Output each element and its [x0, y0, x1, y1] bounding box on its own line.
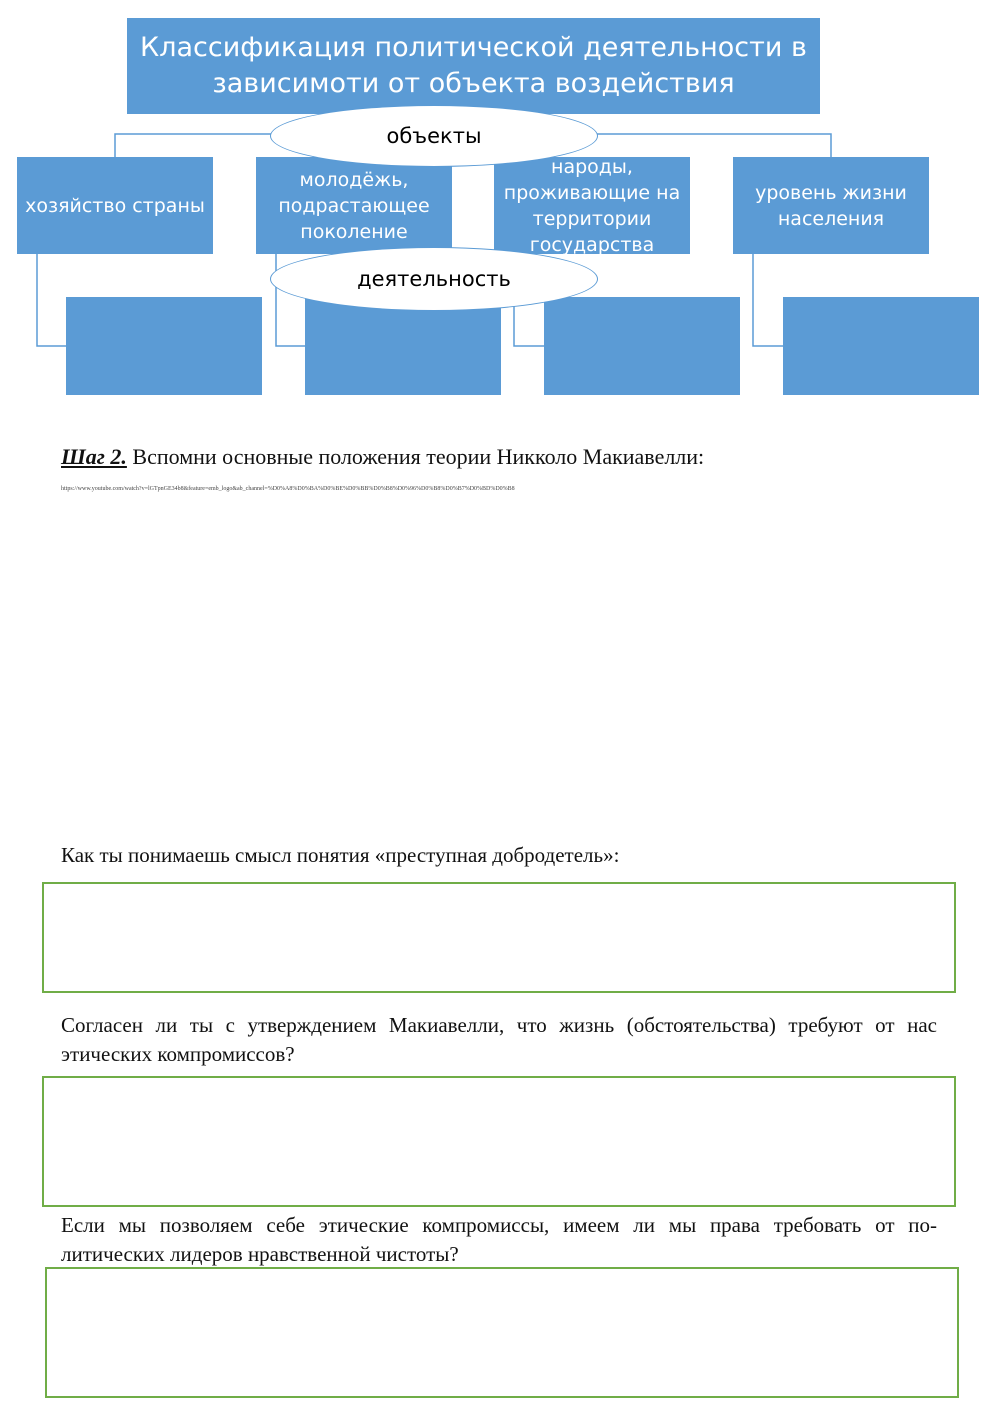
answer-box-1[interactable]	[42, 882, 956, 993]
video-link[interactable]: https://www.youtube.com/watch?v=lGTpnGE34b8&feature=emb_logo&ab_channel=%D0%A8%D0%BA%D0%BE%D0%BB%D0%B8%D0%96%D0%B8%D0%B7%D0%BD%D0%B8	[61, 486, 515, 492]
objects-ellipse: объекты	[270, 105, 598, 167]
activity-slot-3[interactable]	[544, 297, 740, 395]
activity-slot-2[interactable]	[305, 297, 501, 395]
activity-ellipse: деятельность	[270, 247, 598, 311]
step-2-label: Шаг 2.	[61, 444, 127, 469]
category-living-standard: уровень жизни населения	[733, 157, 929, 254]
question-1: Как ты понимаешь смысл понятия «преступная добродетель»:	[61, 843, 620, 867]
step-2-text: Вспомни основные положения теории Никколо Макиавелли:	[126, 444, 705, 469]
diagram-title: Классификация политической деятельности в зависимоти от объекта воздействия	[127, 18, 820, 114]
question-2: Согласен ли ты с утверждением Макиавелли, что жизнь (обстоятельства) требуют от нас этических компромиссов?	[61, 1013, 937, 1066]
answer-box-3[interactable]	[45, 1267, 959, 1398]
category-economy: хозяйство страны	[17, 157, 213, 254]
category-youth: молодёжь, подрастающее поколение	[256, 157, 452, 254]
answer-box-2[interactable]	[42, 1076, 956, 1207]
activity-slot-1[interactable]	[66, 297, 262, 395]
question-3: Если мы позволяем себе этические компромиссы, имеем ли мы права требовать от по-литических лидеров нравственной чистоты?	[61, 1213, 937, 1266]
step-2-heading	[61, 444, 704, 470]
activity-slot-4[interactable]	[783, 297, 979, 395]
category-peoples: народы, проживающие на территории государства	[494, 157, 690, 254]
